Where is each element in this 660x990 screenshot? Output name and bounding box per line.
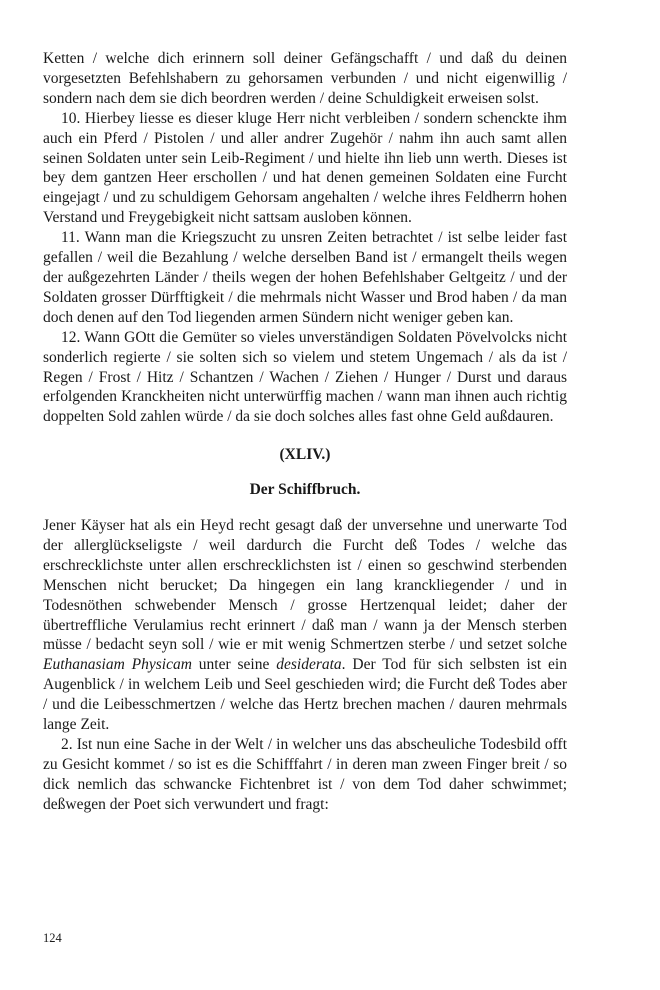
paragraph-continued: Ketten / welche dich erinnern soll deiner Gefängschafft / und daß du deinen vorgesetzten Befehlshabern zu gehorsamen verbunden / und nicht eigenwillig / sondern nach dem sie dich beordren werden / deine Schuldigkeit erweisen solst. — [43, 50, 567, 107]
paragraph-1-italic-1: Euthanasiam Physicam — [43, 656, 192, 674]
paragraph-1-italic-2: desiderata — [276, 656, 342, 674]
paragraph-2: 2. Ist nun eine Sache in der Welt / in welcher uns das abscheuliche Todesbild offt zu Gesicht kommet / so ist es die Schifffahrt / in deren man zween Finger breit / so dick nemlich das schwancke Fichtenbret ist / von dem Tod daher schwimmet; deßwegen der Poet sich verwundert und fragt: — [43, 736, 567, 813]
paragraph-12: 12. Wann GOtt die Gemüter so vieles unverständigen Soldaten Pövelvolcks nicht sonderlich regierte / sie solten sich so vielem und stetem Ungemach / als da ist / Regen / Frost / Hitz / Schantzen / Wachen / Ziehen / Hunger / Durst und daraus erfolgenden Kranckheiten nicht unterwürffig machen / wann man ihnen auch richtig doppelten Sold zahlen würde / da sie doch solches alles fast ohne Geld außdauren. — [43, 328, 567, 426]
paragraph-1 — [43, 516, 567, 735]
section-number: (XLIV.) — [279, 446, 331, 464]
paragraph-11: 11. Wann man die Kriegszucht zu unsren Zeiten betrachtet / ist selbe leider fast gefallen / weil die Bezahlung / welche derselben Band ist / ermangelt theils wegen der außgezehrten Länder / theils wegen der hohen Befehlshaber Geltgeitz / und der Soldaten grosser Dürfftigkeit / die mehrmals nicht Wasser und Brod haben / da man doch denen auf den Tod liegenden armen Sündern nicht weniger geben kan. — [43, 229, 567, 326]
paragraph-1-text-c: . Der Tod für sich selbsten ist ein Augenblick / in welchem Leib und Seel geschieden wird; die Furcht deß Todes aber / und die Leibesschmertzen / welche das Hertz brechen machen / dauren mehrmals lange Zeit. — [43, 656, 567, 734]
paragraph-1-text-b: unter seine — [191, 656, 277, 674]
page-body — [43, 49, 567, 815]
paragraph-1-text-a: Jener Käyser hat als ein Heyd recht gesagt daß der unversehne und unerwarte Tod der allerglückseligste / weil dardurch die Furcht deß Todes / welche das erschrecklichste unter allen erschrecklichsten ist / einen so geschwind sterbenden Menschen nicht berucket; Da hingegen ein lang kranckliegender / und in Todesnöthen schwebender Mensch / grosse Hertzenqual leidet; daher der übertreffliche Verulamius recht erinnert / daß man / wann ja der Mensch sterben müsse / bedacht seyn soll / wie er mit wenig Schmertzen sterbe / und setzet solche — [43, 517, 567, 654]
section-title: Der Schiffbruch. — [249, 481, 361, 499]
page-number: 124 — [43, 931, 62, 945]
paragraph-10: 10. Hierbey liesse es dieser kluge Herr nicht verbleiben / sondern schenckte ihm auch ein Pferd / Pistolen / und aller andrer Zugehör / nahm ihn auch samt allen seinen Soldaten unter sein Leib-Regiment / und hielte ihn lieb unn werth. Dieses ist bey dem gantzen Heer erschollen / und hat denen gemeinen Soldaten eine Furcht eingejagt / und zu schuldigem Gehorsam angehalten / welche ihres Feldherrn hohen Verstand und Freygebigkeit nicht sattsam ausloben können. — [43, 109, 567, 227]
